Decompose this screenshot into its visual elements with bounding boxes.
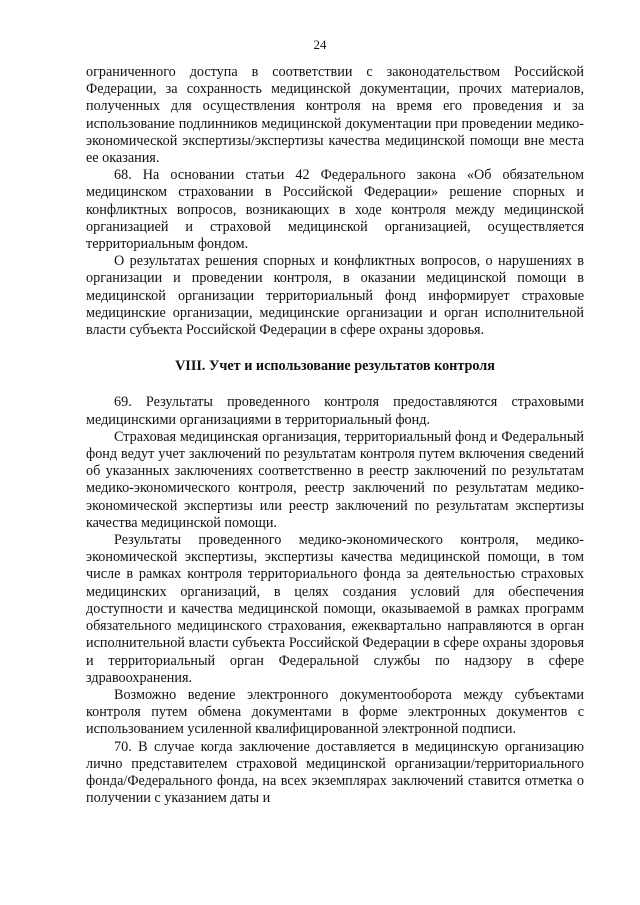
paragraph-electronic-exchange: Возможно ведение электронного документооборота между субъектами контроля путем обмена документами в форме электронных документов с использованием усиленной квалифицированной электронной подписи. — [86, 686, 584, 738]
paragraph-68: 68. На основании статьи 42 Федерального закона «Об обязательном медицинском страховании в Российской Федерации» решение спорных и конфликтных вопросов, возникающих в ходе контроля между медицинской организацией и страховой медицинской организацией, осуществляется территориальным фондом. — [86, 167, 584, 253]
paragraph-70: 70. В случае когда заключение доставляется в медицинскую организацию лично представителем страховой медицинской организации/территориального фонда/Федерального фонда, на всех экземплярах заключений ставится отметка о получении с указанием даты и — [86, 738, 584, 807]
paragraph-quarterly-results: Результаты проведенного медико-экономического контроля, медико-экономической экспертизы, экспертизы качества медицинской помощи, в том числе в рамках контроля территориального фонда за деятельностью страховых медицинских организаций, в целях создания условий для обеспечения доступности и качества медицинской помощи, оказываемой в рамках программ обязательного медицинского страхования, ежеквартально направляются в орган исполнительной власти субъекта Российской Федерации в сфере охраны здоровья и территориальный орган Федеральной службы по надзору в сфере здравоохранения. — [86, 532, 584, 686]
document-body — [86, 64, 584, 807]
paragraph-continuation: ограниченного доступа в соответствии с законодательством Российской Федерации, за сохранность медицинской документации, прочих материалов, полученных для осуществления контроля на время его проведения и за использование подлинников медицинской документации при проведении медико-экономической экспертизы/экспертизы качества медицинской помощи вне места ее оказания. — [86, 64, 584, 167]
paragraph-69: 69. Результаты проведенного контроля предоставляются страховыми медицинскими организациями в территориальный фонд. — [86, 394, 584, 428]
section-heading: VIII. Учет и использование результатов контроля — [175, 358, 495, 375]
page-number: 24 — [313, 37, 327, 52]
paragraph-registry: Страховая медицинская организация, территориальный фонд и Федеральный фонд ведут учет заключений по результатам контроля путем включения сведений об указанных заключениях соответственно в реестр заключений по результатам медико-экономического контроля, реестр заключений по результатам медико-экономической экспертизы или реестр заключений по результатам экспертизы качества медицинской помощи. — [86, 428, 584, 531]
paragraph-dispute-results: О результатах решения спорных и конфликтных вопросов, о нарушениях в организации и проведении контроля, в оказании медицинской помощи в медицинской организации территориальный фонд информирует страховые медицинские организации, медицинские организации и орган исполнительной власти субъекта Российской Федерации в сфере охраны здоровья. — [86, 253, 584, 339]
